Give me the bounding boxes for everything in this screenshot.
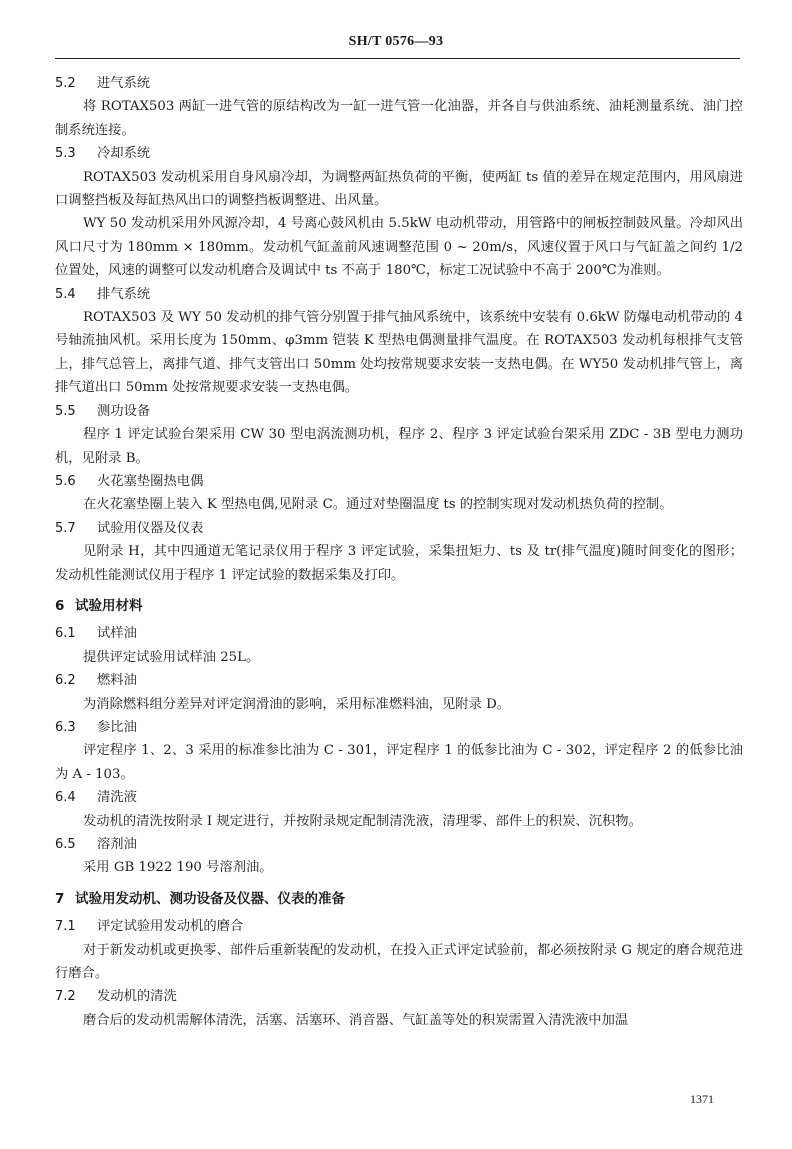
body-paragraph: 在火花塞垫圈上装入 K 型热电偶,见附录 C。通过对垫圈温度 ts 的控制实现对发动机热负荷的控制。	[83, 497, 673, 513]
header-rule	[55, 58, 740, 59]
section-number: 5.6	[55, 473, 76, 489]
section-title: 火花塞垫圈热电偶	[97, 473, 204, 489]
section-number: 6.1	[55, 626, 76, 642]
section-number: 6.5	[55, 837, 76, 852]
chapter-heading	[55, 888, 743, 911]
body-paragraph: 程序 1 评定试验台架采用 CW 30 型电涡流测功机，程序 2、程序 3 评定试验台架采用 ZDC - 3B 型电力测功机，见附录 B。	[55, 427, 743, 466]
section-number: 5.4	[55, 286, 76, 302]
section-heading	[55, 622, 743, 645]
section-title: 溶剂油	[97, 837, 137, 852]
body-paragraph: WY 50 发动机采用外风源冷却，4 号离心鼓风机由 5.5kW 电动机带动，用管路中的闸板控制鼓风量。冷却风出风口尺寸为 180mm × 180mm。发动机气缸盖前风速调整范围 0 ~ 20m/s，风速仪置于风口与气缸盖之间约 1/2 位置处，风速的调整可以发动机磨合及调试中 ts 不高于 180℃，标定工况试验中不高于 200℃为准则。	[55, 216, 743, 279]
chapter-number: 7	[55, 890, 65, 907]
body-paragraph: 将 ROTAX503 两缸一进气管的原结构改为一缸一进气管一化油器，并各自与供油系统、油耗测量系统、油门控制系统连接。	[55, 99, 743, 138]
section-title: 进气系统	[97, 76, 151, 91]
chapter-number: 6	[55, 597, 65, 614]
body-paragraph: 为消除燃料组分差异对评定润滑油的影响，采用标准燃料油，见附录 D。	[83, 696, 511, 712]
body-paragraph: 对于新发动机或更换零、部件后重新装配的发动机，在投入正式评定试验前，都必须按附录 G 规定的磨合规范进行磨合。	[55, 942, 743, 982]
body-paragraph: 发动机的清洗按附录 I 规定进行，并按附录规定配制清洗液，清理零、部件上的积炭、沉积物。	[83, 813, 642, 829]
section-number: 5.3	[55, 146, 76, 162]
section-title: 清洗液	[97, 790, 137, 806]
body-paragraph: 见附录 H，其中四通道无笔记录仪用于程序 3 评定试验，采集扭矩力、ts 及 tr(排气温度)随时间变化的图形；发动机性能测试仪用于程序 1 评定试验的数据采集及打印。	[55, 544, 743, 583]
standard-code-header: SH/T 0576—93	[348, 34, 444, 49]
chapter-title: 试验用发动机、测功设备及仪器、仪表的准备	[75, 890, 345, 907]
section-number: 5.7	[55, 520, 76, 536]
section-number: 5.5	[55, 403, 76, 419]
section-heading	[55, 985, 743, 1008]
section-title: 排气系统	[97, 286, 151, 302]
section-title: 发动机的清洗	[97, 989, 177, 1005]
section-heading	[55, 72, 743, 95]
chapter-heading	[55, 595, 743, 618]
body-paragraph: 磨合后的发动机需解体清洗，活塞、活塞环、消音器、气缸盖等处的积炭需置入清洗液中加温	[83, 1012, 629, 1028]
body-paragraph: ROTAX503 发动机采用自身风扇冷却，为调整两缸热负荷的平衡，使两缸 ts 值的差异在规定范围内，用风扇进口调整挡板及每缸热风出口的调整挡板调整进、出风量。	[55, 169, 743, 209]
section-title: 参比油	[97, 719, 137, 735]
section-heading	[55, 669, 743, 692]
section-number: 6.4	[55, 790, 76, 806]
section-title: 燃料油	[97, 673, 137, 689]
section-heading	[55, 517, 743, 540]
body-paragraph: 提供评定试验用试样油 25L。	[83, 649, 260, 665]
section-heading	[55, 142, 743, 165]
section-heading	[55, 786, 743, 809]
section-number: 7.2	[55, 989, 76, 1005]
page-number: 1371	[690, 1092, 714, 1106]
section-heading	[55, 470, 743, 493]
section-number: 5.2	[55, 76, 76, 91]
section-title: 试验用仪器及仪表	[97, 520, 204, 536]
section-heading	[55, 915, 743, 938]
section-number: 6.3	[55, 719, 76, 735]
section-number: 7.1	[55, 919, 76, 935]
section-title: 评定试验用发动机的磨合	[97, 919, 244, 935]
section-heading	[55, 716, 743, 739]
section-title: 冷却系统	[97, 146, 151, 162]
section-title: 测功设备	[97, 403, 151, 419]
document-body	[55, 72, 743, 1032]
body-paragraph: 采用 GB 1922 190 号溶剂油。	[83, 860, 273, 876]
section-heading	[55, 283, 743, 306]
section-title: 试样油	[97, 626, 137, 642]
body-paragraph: 评定程序 1、2、3 采用的标准参比油为 C - 301，评定程序 1 的低参比油为 C - 302，评定程序 2 的低参比油为 A - 103。	[55, 743, 743, 782]
body-paragraph: ROTAX503 及 WY 50 发动机的排气管分别置于排气抽风系统中，该系统中安装有 0.6kW 防爆电动机带动的 4 号轴流抽风机。采用长度为 150mm、φ3mm 铠装 K 型热电偶测量排气温度。在 ROTAX503 发动机每根排气支管上，排气总管上，离排气道、排气支管出口 50mm 处均按常规要求安装一支热电偶。在 WY50 发动机排气管上，离排气道出口 50mm 处按常规要求安装一支热电偶。	[55, 310, 743, 396]
section-heading	[55, 400, 743, 423]
chapter-title: 试验用材料	[75, 597, 143, 614]
section-number: 6.2	[55, 673, 76, 689]
section-heading	[55, 833, 743, 856]
